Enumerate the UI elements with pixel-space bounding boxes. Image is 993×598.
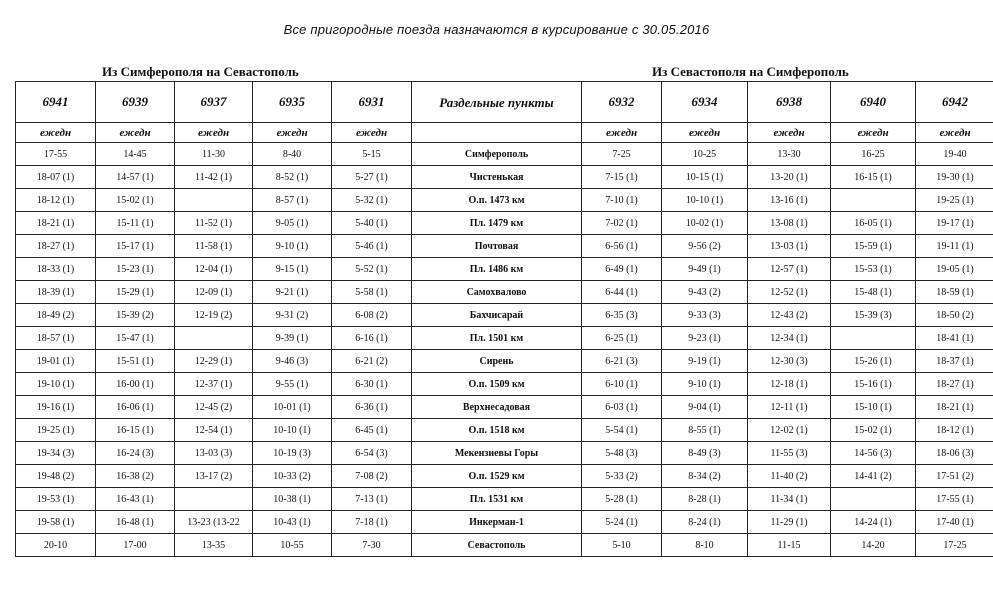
time-cell: 7-30 [332,534,412,557]
frequency-cell: ежедн [748,123,831,143]
time-cell: 15-47 (1) [96,327,175,350]
time-cell: 13-20 (1) [748,166,831,189]
table-row [16,327,993,350]
time-cell: 6-44 (1) [582,281,662,304]
time-cell: 7-02 (1) [582,212,662,235]
time-cell: 12-29 (1) [175,350,253,373]
time-cell: 14-45 [96,143,175,166]
time-cell: 8-28 (1) [662,488,748,511]
time-cell: 11-42 (1) [175,166,253,189]
time-cell: 9-15 (1) [253,258,332,281]
time-cell: 15-02 (1) [831,419,916,442]
time-cell: 9-49 (1) [662,258,748,281]
time-cell: 9-46 (3) [253,350,332,373]
time-cell: 12-45 (2) [175,396,253,419]
time-cell: 16-05 (1) [831,212,916,235]
time-cell: 9-04 (1) [662,396,748,419]
time-cell: 19-53 (1) [16,488,96,511]
time-cell: 9-05 (1) [253,212,332,235]
time-cell: 8-34 (2) [662,465,748,488]
time-cell: 5-58 (1) [332,281,412,304]
time-cell: 5-33 (2) [582,465,662,488]
time-cell [175,327,253,350]
time-cell: 6-21 (2) [332,350,412,373]
station-name: О.п. 1473 км [412,189,582,212]
time-cell: 16-48 (1) [96,511,175,534]
time-cell: 10-15 (1) [662,166,748,189]
station-name: Севастополь [412,534,582,557]
table-row [16,534,993,557]
time-cell: 6-54 (3) [332,442,412,465]
train-number: 6938 [748,82,831,123]
station-name: Самохвалово [412,281,582,304]
time-cell: 14-24 (1) [831,511,916,534]
time-cell: 5-54 (1) [582,419,662,442]
time-cell: 10-43 (1) [253,511,332,534]
time-cell: 19-40 [916,143,993,166]
time-cell: 15-10 (1) [831,396,916,419]
time-cell: 9-31 (2) [253,304,332,327]
time-cell: 12-52 (1) [748,281,831,304]
train-number: 6940 [831,82,916,123]
time-cell: 8-24 (1) [662,511,748,534]
time-cell: 17-00 [96,534,175,557]
time-cell: 7-25 [582,143,662,166]
time-cell: 18-21 (1) [16,212,96,235]
station-name: Инкерман-1 [412,511,582,534]
time-cell: 20-10 [16,534,96,557]
time-cell [831,327,916,350]
time-cell: 7-08 (2) [332,465,412,488]
time-cell: 10-33 (2) [253,465,332,488]
time-cell: 16-38 (2) [96,465,175,488]
time-cell: 17-55 (1) [916,488,993,511]
table-row [16,304,993,327]
time-cell: 18-49 (2) [16,304,96,327]
frequency-cell: ежедн [662,123,748,143]
time-cell: 14-20 [831,534,916,557]
time-cell: 11-55 (3) [748,442,831,465]
time-cell: 11-40 (2) [748,465,831,488]
frequency-cell: ежедн [582,123,662,143]
table-row [16,235,993,258]
time-cell: 10-19 (3) [253,442,332,465]
time-cell: 11-29 (1) [748,511,831,534]
time-cell: 19-34 (3) [16,442,96,465]
table-row [16,396,993,419]
station-name: Пл. 1531 км [412,488,582,511]
time-cell: 15-29 (1) [96,281,175,304]
station-name: О.п. 1509 км [412,373,582,396]
time-cell: 12-11 (1) [748,396,831,419]
time-cell: 18-39 (1) [16,281,96,304]
time-cell: 19-11 (1) [916,235,993,258]
time-cell: 17-25 [916,534,993,557]
time-cell: 7-13 (1) [332,488,412,511]
time-cell [831,189,916,212]
time-cell: 19-58 (1) [16,511,96,534]
station-name: О.п. 1529 км [412,465,582,488]
station-name: Мекензиевы Горы [412,442,582,465]
station-name: Чистенькая [412,166,582,189]
time-cell: 18-33 (1) [16,258,96,281]
time-cell: 9-21 (1) [253,281,332,304]
time-cell: 19-48 (2) [16,465,96,488]
time-cell: 8-49 (3) [662,442,748,465]
time-cell: 10-10 (1) [253,419,332,442]
time-cell: 5-28 (1) [582,488,662,511]
time-cell: 9-43 (2) [662,281,748,304]
time-cell: 9-55 (1) [253,373,332,396]
station-name: Пл. 1486 км [412,258,582,281]
time-cell: 5-27 (1) [332,166,412,189]
time-cell: 16-25 [831,143,916,166]
time-cell: 5-46 (1) [332,235,412,258]
time-cell: 18-37 (1) [916,350,993,373]
time-cell: 18-27 (1) [916,373,993,396]
time-cell: 15-51 (1) [96,350,175,373]
time-cell: 9-23 (1) [662,327,748,350]
time-cell: 5-24 (1) [582,511,662,534]
table-row [16,258,993,281]
time-cell: 19-05 (1) [916,258,993,281]
train-number: 6937 [175,82,253,123]
time-cell: 10-01 (1) [253,396,332,419]
time-cell: 19-25 (1) [16,419,96,442]
time-cell: 7-15 (1) [582,166,662,189]
time-cell: 8-40 [253,143,332,166]
time-cell: 11-34 (1) [748,488,831,511]
time-cell: 10-55 [253,534,332,557]
time-cell: 16-15 (1) [831,166,916,189]
time-cell: 5-40 (1) [332,212,412,235]
time-cell: 15-11 (1) [96,212,175,235]
time-cell: 13-16 (1) [748,189,831,212]
time-cell: 15-26 (1) [831,350,916,373]
time-cell: 11-15 [748,534,831,557]
time-cell [831,488,916,511]
time-cell: 8-57 (1) [253,189,332,212]
time-cell: 14-41 (2) [831,465,916,488]
time-cell: 17-51 (2) [916,465,993,488]
station-name: Верхнесадовая [412,396,582,419]
time-cell: 5-32 (1) [332,189,412,212]
frequency-cell: ежедн [916,123,993,143]
station-name: Пл. 1479 км [412,212,582,235]
train-number-row [16,82,993,123]
time-cell: 12-09 (1) [175,281,253,304]
table-row [16,488,993,511]
time-cell: 6-03 (1) [582,396,662,419]
time-cell: 9-10 (1) [662,373,748,396]
time-cell: 16-06 (1) [96,396,175,419]
direction-right-title: Из Севастополя на Симферополь [652,64,849,79]
table-row [16,281,993,304]
time-cell: 9-33 (3) [662,304,748,327]
time-cell: 6-35 (3) [582,304,662,327]
table-row [16,465,993,488]
time-cell: 15-59 (1) [831,235,916,258]
time-cell: 19-01 (1) [16,350,96,373]
time-cell: 11-52 (1) [175,212,253,235]
time-cell: 19-17 (1) [916,212,993,235]
table-row [16,419,993,442]
table-row [16,166,993,189]
station-name: Почтовая [412,235,582,258]
direction-left-title: Из Симферополя на Севастополь [102,64,299,79]
time-cell: 9-19 (1) [662,350,748,373]
time-cell: 16-24 (3) [96,442,175,465]
time-cell: 13-08 (1) [748,212,831,235]
time-cell: 8-52 (1) [253,166,332,189]
train-number: 6941 [16,82,96,123]
table-row [16,143,993,166]
time-cell: 12-34 (1) [748,327,831,350]
time-cell [175,488,253,511]
station-name: Бахчисарай [412,304,582,327]
time-cell: 18-57 (1) [16,327,96,350]
train-number: 6942 [916,82,993,123]
time-cell: 18-12 (1) [16,189,96,212]
frequency-row [16,123,993,143]
station-name: Симферополь [412,143,582,166]
time-cell: 15-48 (1) [831,281,916,304]
time-cell: 6-21 (3) [582,350,662,373]
time-cell: 18-07 (1) [16,166,96,189]
time-cell: 9-39 (1) [253,327,332,350]
time-cell: 13-23 (13-22 [175,511,253,534]
frequency-cell: ежедн [175,123,253,143]
frequency-cell: ежедн [332,123,412,143]
time-cell: 6-36 (1) [332,396,412,419]
time-cell: 13-17 (2) [175,465,253,488]
time-cell: 18-59 (1) [916,281,993,304]
time-cell: 10-02 (1) [662,212,748,235]
time-cell: 6-10 (1) [582,373,662,396]
time-cell: 7-10 (1) [582,189,662,212]
time-cell: 12-57 (1) [748,258,831,281]
timetable [15,81,993,557]
time-cell: 18-06 (3) [916,442,993,465]
time-cell: 16-15 (1) [96,419,175,442]
time-cell: 14-57 (1) [96,166,175,189]
table-row [16,511,993,534]
time-cell: 15-02 (1) [96,189,175,212]
time-cell: 10-25 [662,143,748,166]
time-cell: 15-53 (1) [831,258,916,281]
table-row [16,373,993,396]
time-cell: 18-21 (1) [916,396,993,419]
time-cell: 16-00 (1) [96,373,175,396]
time-cell: 9-10 (1) [253,235,332,258]
time-cell: 18-41 (1) [916,327,993,350]
time-cell: 18-50 (2) [916,304,993,327]
train-number: 6939 [96,82,175,123]
time-cell: 6-56 (1) [582,235,662,258]
time-cell: 15-39 (3) [831,304,916,327]
time-cell: 12-04 (1) [175,258,253,281]
time-cell: 19-10 (1) [16,373,96,396]
time-cell: 12-19 (2) [175,304,253,327]
frequency-cell: ежедн [831,123,916,143]
time-cell: 12-37 (1) [175,373,253,396]
time-cell: 13-30 [748,143,831,166]
train-number: 6932 [582,82,662,123]
time-cell: 19-16 (1) [16,396,96,419]
time-cell: 15-16 (1) [831,373,916,396]
time-cell: 19-25 (1) [916,189,993,212]
time-cell: 12-43 (2) [748,304,831,327]
time-cell: 7-18 (1) [332,511,412,534]
time-cell: 19-30 (1) [916,166,993,189]
time-cell: 12-02 (1) [748,419,831,442]
time-cell: 8-10 [662,534,748,557]
time-cell: 17-55 [16,143,96,166]
table-row [16,189,993,212]
station-column-header: Раздельные пункты [412,82,582,123]
time-cell: 5-48 (3) [582,442,662,465]
time-cell: 10-10 (1) [662,189,748,212]
time-cell: 12-18 (1) [748,373,831,396]
time-cell: 12-30 (3) [748,350,831,373]
station-name: О.п. 1518 км [412,419,582,442]
time-cell: 6-49 (1) [582,258,662,281]
table-row [16,442,993,465]
schedule-notice: Все пригородные поезда назначаются в курсирование с 30.05.2016 [283,22,710,37]
train-number: 6934 [662,82,748,123]
time-cell: 15-17 (1) [96,235,175,258]
time-cell: 5-52 (1) [332,258,412,281]
time-cell: 9-56 (2) [662,235,748,258]
table-row [16,350,993,373]
time-cell: 15-39 (2) [96,304,175,327]
time-cell: 8-55 (1) [662,419,748,442]
time-cell: 13-03 (3) [175,442,253,465]
train-number: 6931 [332,82,412,123]
frequency-blank-cell [412,123,582,143]
table-row [16,212,993,235]
time-cell: 11-30 [175,143,253,166]
time-cell: 13-03 (1) [748,235,831,258]
station-name: Пл. 1501 км [412,327,582,350]
station-name: Сирень [412,350,582,373]
time-cell: 11-58 (1) [175,235,253,258]
time-cell: 16-43 (1) [96,488,175,511]
time-cell: 15-23 (1) [96,258,175,281]
time-cell: 17-40 (1) [916,511,993,534]
time-cell: 6-30 (1) [332,373,412,396]
time-cell: 6-25 (1) [582,327,662,350]
time-cell [175,189,253,212]
frequency-cell: ежедн [253,123,332,143]
time-cell: 18-27 (1) [16,235,96,258]
frequency-cell: ежедн [96,123,175,143]
time-cell: 18-12 (1) [916,419,993,442]
time-cell: 6-45 (1) [332,419,412,442]
frequency-cell: ежедн [16,123,96,143]
time-cell: 5-15 [332,143,412,166]
time-cell: 5-10 [582,534,662,557]
time-cell: 10-38 (1) [253,488,332,511]
time-cell: 14-56 (3) [831,442,916,465]
time-cell: 12-54 (1) [175,419,253,442]
time-cell: 13-35 [175,534,253,557]
train-number: 6935 [253,82,332,123]
time-cell: 6-08 (2) [332,304,412,327]
time-cell: 6-16 (1) [332,327,412,350]
